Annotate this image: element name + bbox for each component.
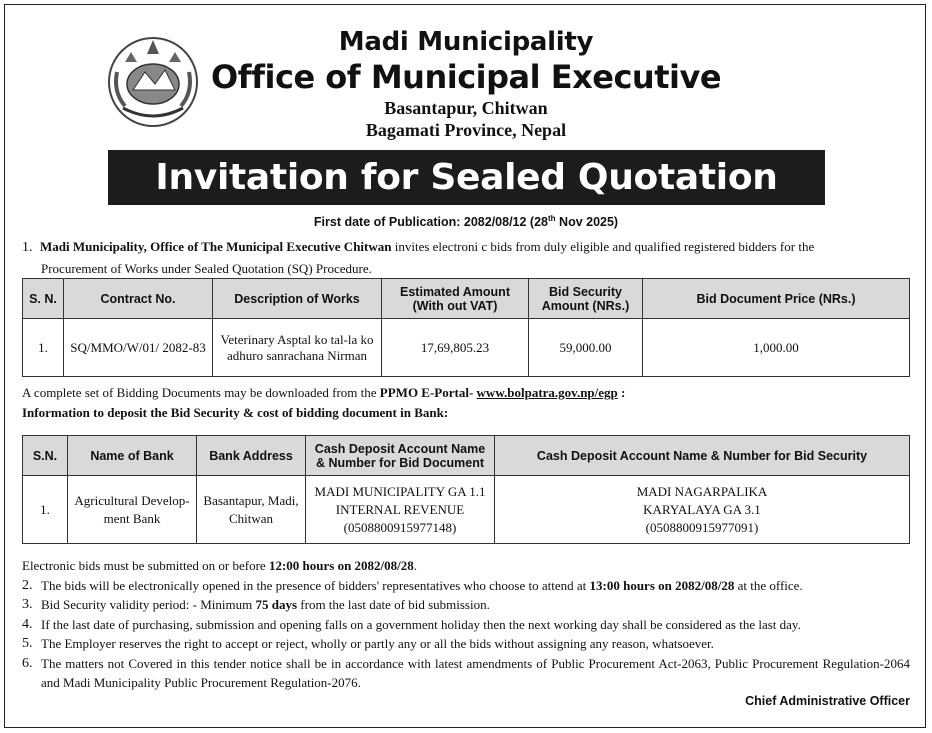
- list-item: 5. The Employer reserves the right to accept or reject, wholly or partly any or all the bids without assigning any reason, whatsoever.: [22, 636, 714, 651]
- signature-title: Chief Administrative Officer: [745, 694, 910, 708]
- list-item: 3. Bid Security validity period: - Minimum 75 days from the last date of bid submission.: [22, 597, 490, 612]
- egp-link[interactable]: www.bolpatra.gov.np/egp: [476, 385, 618, 400]
- table-row: 1. SQ/MMO/W/01/ 2082-83 Veterinary Asptal ko tal-la ko adhuro sanrachana Nirman 17,69,805.23 59,000.00 1,000.00: [23, 319, 910, 377]
- conditions-list: [22, 556, 910, 693]
- office-name: Office of Municipal Executive: [210, 58, 722, 96]
- col-description: Description of Works: [213, 279, 382, 319]
- invitation-paragraph: 1. Madi Municipality, Office of The Municipal Executive Chitwan invites electroni c bids from duly eligible and qualified registered bidders for the Procurement of Works under Sealed Quotation (SQ) Procedure.: [22, 239, 815, 276]
- bank-table: S.N. Name of Bank Bank Address Cash Deposit Account Name & Number for Bid Document Cash Deposit Account Name & Number for Bid Security 1. Agricultural Develop-ment Bank Basantapur, Madi, Chitwan MADI MUNICIPALITY GA 1.1 INTERNAL REVENUE (0508800915977148) MADI NAGARPALIKA KARYALAYA GA 3.1 (0508800915977091): [22, 435, 910, 544]
- org-name: Madi Municipality: [338, 27, 594, 57]
- works-table: [22, 278, 910, 377]
- list-item: Electronic bids must be submitted on or before 12:00 hours on 2082/08/28.: [22, 558, 418, 573]
- col-bid-security: Bid Security Amount (NRs.): [529, 279, 643, 319]
- list-item: 4. If the last date of purchasing, submission and opening falls on a government holiday then the next working day shall be considered as the last day.: [22, 616, 801, 632]
- col-estimate: Estimated Amount (With out VAT): [382, 279, 529, 319]
- col-sn: S. N.: [23, 279, 64, 319]
- list-item: 2. The bids will be electronically opened in the presence of bidders' representatives who choose to attend at 13:00 hours on 2082/08/28 at the office.: [22, 577, 803, 593]
- publication-date: First date of Publication: 2082/08/12 (28th Nov 2025): [313, 214, 619, 230]
- list-item: 6. The matters not Covered in this tender notice shall be in accordance with latest amendments of Public Procurement Act-2063, Public Procurement Regulation-2064 and Madi Municipality Public Procurement Regulation-2076.: [22, 655, 910, 690]
- bank-info-heading: Information to deposit the Bid Security & cost of bidding document in Bank:: [22, 405, 449, 420]
- col-contract: Contract No.: [64, 279, 213, 319]
- col-doc-price: Bid Document Price (NRs.): [643, 279, 910, 319]
- address-line-1: Basantapur, Chitwan: [384, 98, 548, 118]
- address-line-2: Bagamati Province, Nepal: [365, 120, 567, 140]
- notice-title-banner: Invitation for Sealed Quotation: [108, 150, 825, 205]
- table-row: 1. Agricultural Develop-ment Bank Basantapur, Madi, Chitwan MADI MUNICIPALITY GA 1.1 INTERNAL REVENUE (0508800915977148) MADI NAGARPALIKA KARYALAYA GA 3.1 (0508800915977091): [23, 476, 910, 544]
- download-note: A complete set of Bidding Documents may be downloaded from the PPMO E-Portal- www.bolpatra.gov.np/egp :: [22, 385, 626, 400]
